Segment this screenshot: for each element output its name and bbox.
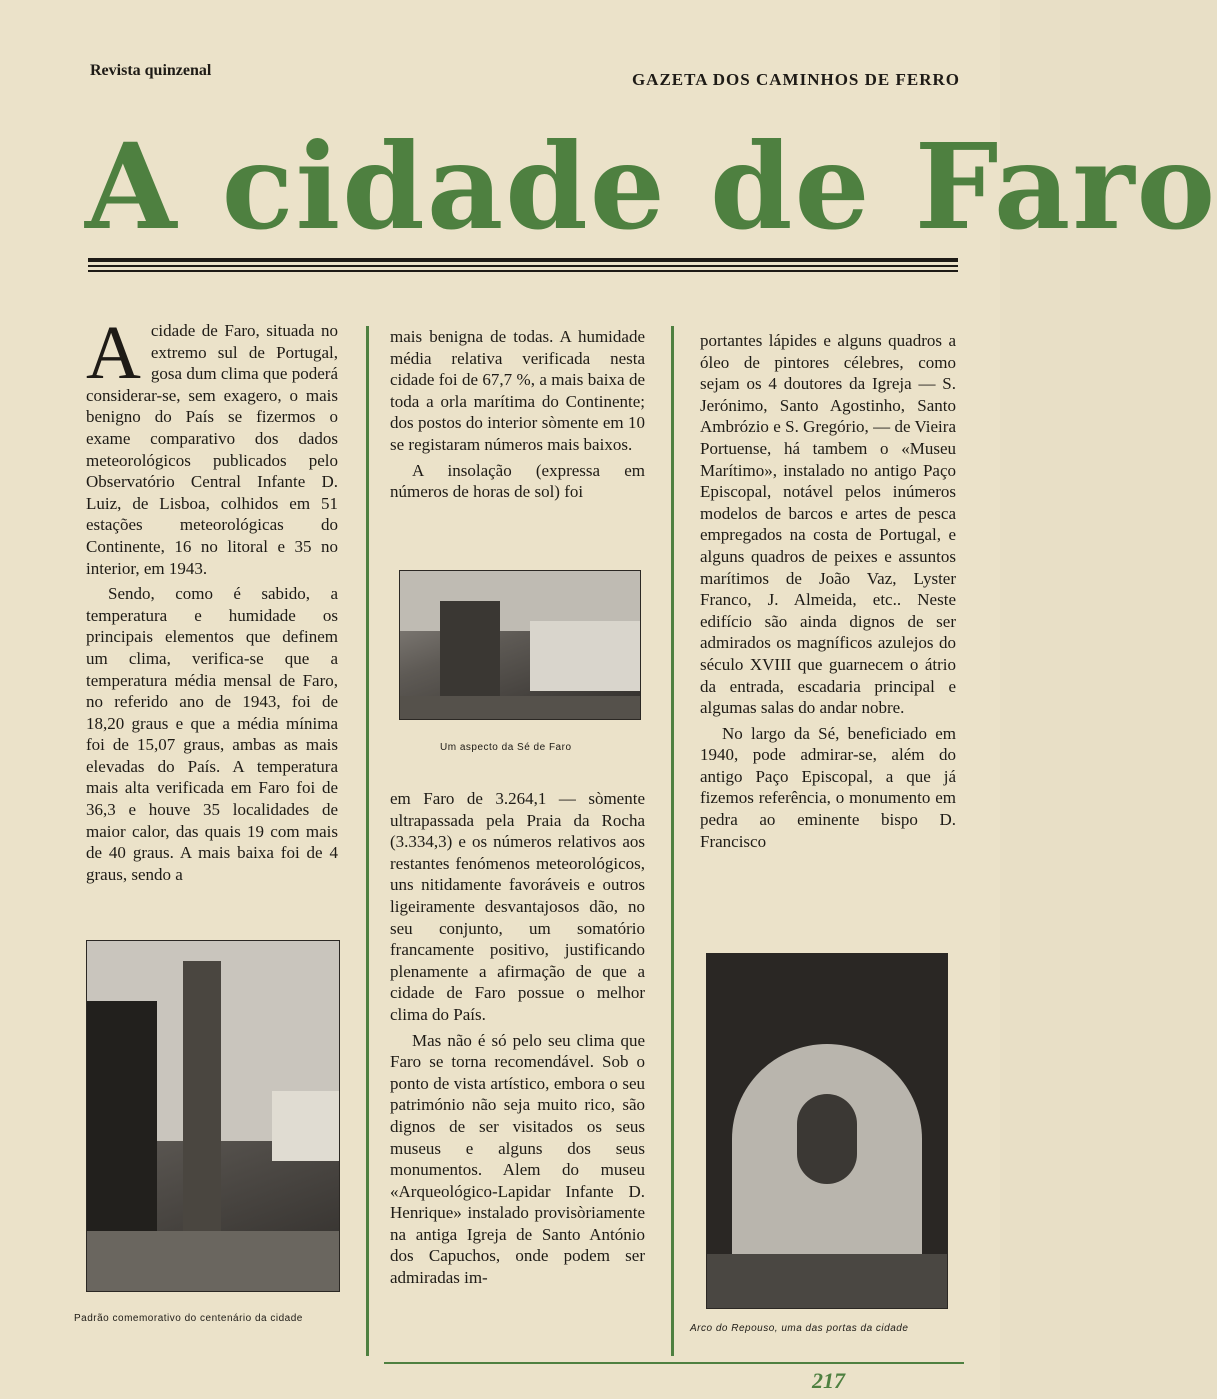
building <box>530 621 640 691</box>
paragraph: mais benigna de todas. A humidade média relativa verificada nesta cidade foi de 67,7 %, a mais baixa de toda a orla marítima do Continente; dos postos do interior sòmente em 10 se registaram números mais baixos. <box>390 327 645 454</box>
photo-se <box>399 570 641 720</box>
column-2-top <box>390 326 645 507</box>
building <box>272 1091 339 1161</box>
rule-thick <box>88 258 958 262</box>
paragraph: No largo da Sé, beneficiado em 1940, pode admirar-se, além do antigo Paço Episcopal, a que já fizemos referência, o monumento em pedra ao eminente bispo D. Francisco <box>700 723 956 851</box>
drop-cap: A <box>86 311 141 395</box>
footer-rule <box>384 1362 964 1364</box>
column-rule <box>671 326 674 1356</box>
caption-arco: Arco do Repouso, uma das portas da cidade <box>690 1323 909 1334</box>
ground <box>400 696 640 719</box>
running-head-left: Revista quinzenal <box>90 62 212 79</box>
page-number: 217 <box>812 1368 845 1393</box>
paragraph: Mas não é só pelo seu clima que Faro se torna recomendável. Sob o ponto de vista artístico, embora o seu património não seja muito rico, são dignos de ser visitados os seus museus e alguns dos seus monumentos. Alem do museu «Arqueológico-Lapidar Infante D. Henrique» instalado provisòriamente na antiga Igreja de Santo António dos Capuchos, onde podem ser admiradas im- <box>390 1030 645 1288</box>
column-2-bottom <box>390 788 645 1293</box>
paragraph: Sendo, como é sabido, a temperatura e humidade os principais elementos que definem um clima, verifica-se que a temperatura média mensal de Faro, no referido ano de 1943, foi de 18,20 graus e que a média mínima foi de 15,07 graus, ambas as mais elevadas do País. A temperatura mais alta verificada em Faro foi de 36,3 e houve 35 localidades de maior calor, das quais 19 com mais de 40 graus. A mais baixa foi de 4 graus, sendo a <box>86 584 338 884</box>
ground <box>87 1231 339 1291</box>
caption-padrao: Padrão comemorativo do centenário da cidade <box>74 1313 303 1324</box>
paragraph: portantes lápides e alguns quadros a óleo de pintores célebres, como sejam os 4 doutores da Igreja — S. Jerónimo, Santo Agostinho, Santo Ambrózio e S. Gregório, — de Vieira Portuense, há tambem o «Museu Marítimo», instalado no antigo Paço Episcopal, notável pelos inúmeros modelos de barcos e artes de pesca empregados na costa de Portugal, e alguns quadros de peixes e assuntos marítimos de João Vaz, Lyster Franco, J. Almeida, etc.. Neste edifício são ainda dignos de ser admirados os magníficos azulejos do século XVIII que guarnecem o átrio da entrada, escadaria principal e algumas salas do andar nobre. <box>700 331 956 718</box>
monument <box>183 961 221 1261</box>
ground <box>707 1254 947 1308</box>
column-rule <box>366 326 369 1356</box>
gargoyle <box>797 1094 857 1184</box>
paragraph: cidade de Faro, situada no extremo sul de Portugal, gosa dum clima que poderá considerar-se, sem exagero, o mais benigno do País se fizermos o exame comparativo dos dados meteorológicos publicados pelo Observatório Central Infante D. Luiz, de Lisboa, colhidos em 51 estações meteorológicas do Continente, 16 no litoral e 35 no interior, em 1943. <box>86 321 338 578</box>
paragraph: em Faro de 3.264,1 — sòmente ultrapassada pela Praia da Rocha (3.334,3) e os números relativos aos restantes fenómenos meteorológicos, uns nitidamente favoráveis e outros ligeiramente desvantajosos dão, no seu conjunto, um somatório francamente positivo, justificando plenamente a afirmação de que a cidade de Faro possue o melhor clima do País. <box>390 789 645 1024</box>
rule-thin <box>88 265 958 267</box>
photo-padrao <box>86 940 340 1292</box>
tree <box>87 1001 157 1231</box>
photo-arco <box>706 953 948 1309</box>
title-rules <box>88 258 958 275</box>
paragraph: A insolação (expressa em números de horas de sol) foi <box>390 460 645 502</box>
rule-thin <box>88 270 958 272</box>
article-title: A cidade de Faro <box>85 117 1217 256</box>
column-3 <box>700 330 956 856</box>
column-1 <box>86 311 338 889</box>
caption-se: Um aspecto da Sé de Faro <box>440 742 572 753</box>
running-head-right: GAZETA DOS CAMINHOS DE FERRO <box>631 70 960 89</box>
